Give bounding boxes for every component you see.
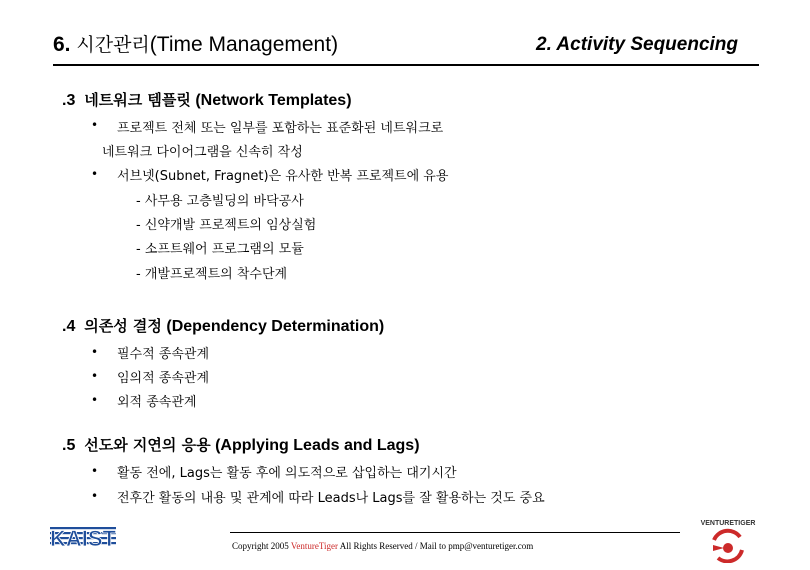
chapter-title-korean: 시간관리 (76, 34, 150, 56)
footer-copyright (232, 541, 533, 551)
bullet-dot-icon: • (91, 393, 99, 407)
sub-item: - 개발프로젝트의 착수단계 (136, 267, 288, 282)
venturetiger-logo-text: VENTURETIGER (700, 520, 756, 527)
section-title-english: (Dependency Determination) (166, 318, 385, 335)
page-subtitle: 2. Activity Sequencing (536, 34, 739, 55)
bullet-text: 프로젝트 전체 또는 일부를 포함하는 표준화된 네트워크로 (117, 121, 444, 136)
section-heading-dependency-determination (62, 315, 384, 336)
footer-prefix: Copyright 2005 (232, 541, 291, 551)
section-title-korean: 네트워크 템플릿 (84, 91, 191, 109)
bullet-text: 서브넷(Subnet, Fragnet)은 유사한 반복 프로젝트에 유용 (117, 169, 449, 184)
page-title (53, 30, 338, 57)
section-number: .3 (62, 92, 76, 109)
chapter-title-english: (Time Management) (149, 33, 339, 56)
bullet-text: 외적 종속관계 (117, 395, 197, 410)
venturetiger-logo (697, 517, 759, 563)
kaist-logo (50, 525, 116, 549)
chapter-number: 6. (53, 33, 71, 56)
bullet-text: 활동 전에, Lags는 활동 후에 의도적으로 삽입하는 대기시간 (117, 466, 457, 481)
footer-divider (230, 532, 680, 533)
bullet-text-continuation: 네트워크 다이어그램을 신속히 작성 (102, 145, 303, 160)
footer-suffix: All Rights Reserved / Mail to pmp@venturetiger.com (338, 541, 534, 551)
bullet-dot-icon: • (91, 464, 99, 478)
bullet-text: 전후간 활동의 내용 및 관계에 따라 Leads나 Lags를 잘 활용하는 것도 중요 (117, 491, 545, 506)
kaist-logo-text: KAIST (50, 526, 116, 549)
header-divider (53, 64, 759, 66)
footer-brand: VentureTiger (290, 541, 339, 551)
bullet-text: 임의적 종속관계 (117, 371, 210, 386)
venturetiger-emblem-icon (713, 531, 742, 562)
section-number: .5 (62, 437, 76, 454)
sub-item: - 사무용 고층빌딩의 바닥공사 (136, 194, 304, 209)
bullet-dot-icon: • (91, 489, 99, 503)
section-title-english: (Network Templates) (195, 92, 352, 109)
bullet-dot-icon: • (91, 118, 99, 132)
bullet-text: 필수적 종속관계 (117, 347, 210, 362)
section-number: .4 (62, 318, 76, 335)
section-heading-leads-and-lags (62, 434, 420, 455)
section-title-english: (Applying Leads and Lags) (215, 437, 420, 454)
sub-item: - 신약개발 프로젝트의 임상실험 (136, 218, 317, 233)
bullet-dot-icon: • (91, 345, 99, 359)
section-title-korean: 의존성 결정 (84, 317, 162, 335)
sub-item: - 소프트웨어 프로그램의 모듈 (136, 242, 304, 257)
bullet-dot-icon: • (91, 167, 99, 181)
section-heading-network-templates (62, 89, 352, 110)
bullet-dot-icon: • (91, 369, 99, 383)
section-title-korean: 선도와 지연의 응용 (84, 436, 211, 454)
